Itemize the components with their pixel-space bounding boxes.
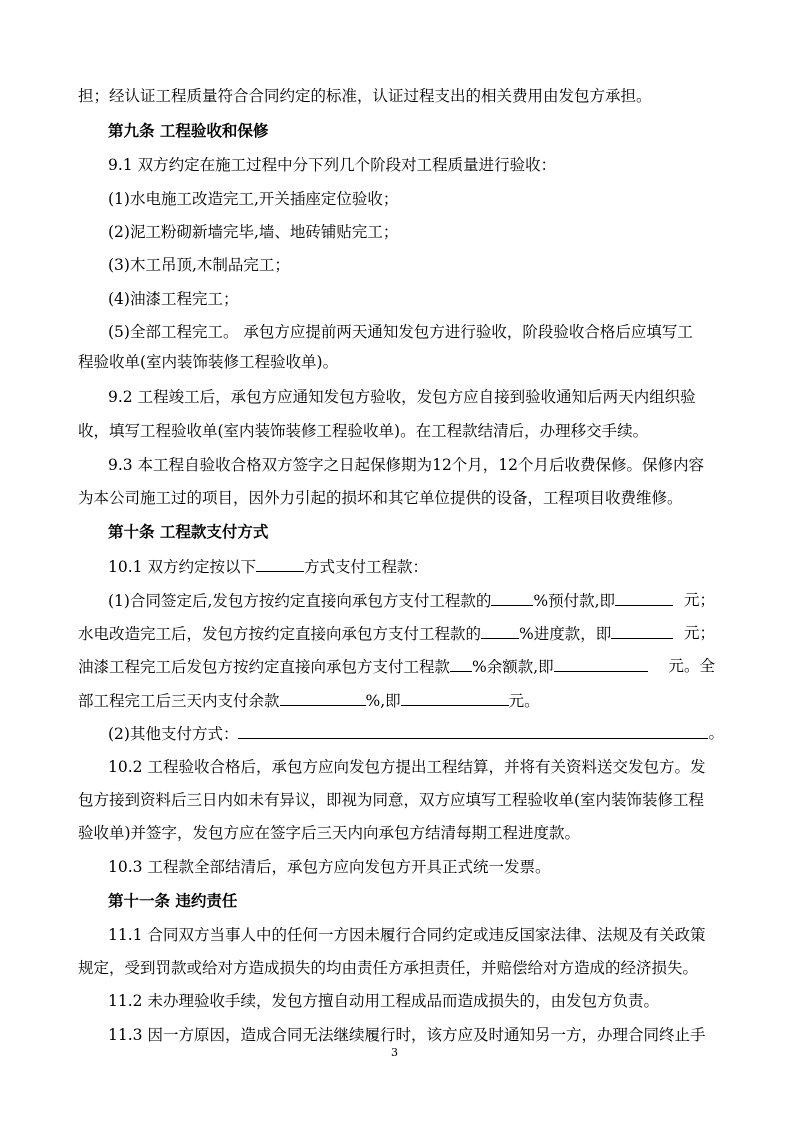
clause-11-3: 11.3 因一方原因，造成合同无法继续履行时，该方应及时通知另一方，办理合同终止手 [108, 1026, 706, 1044]
clause-text: %进度款，即 [519, 625, 612, 643]
clause-9-1: 9.1 双方约定在施工过程中分下列几个阶段对工程质量进行验收： [108, 156, 557, 174]
clause-9-2: 9.2 工程竣工后，承包方应通知发包方验收，发包方应自接到验收通知后两天内组织验 [108, 388, 696, 406]
clause-text: 油漆工程完工后发包方按约定直接向承包方支付工程款 [78, 658, 451, 676]
paragraph-line: 包方接到资料后三日内如未有异议，即视为同意，双方应填写工程验收单(室内装饰装修工程 [78, 791, 705, 809]
fill-blank[interactable] [280, 690, 366, 706]
payment-line-2 [78, 623, 715, 644]
page-number: 3 [391, 1046, 398, 1059]
payment-line-4 [78, 690, 540, 711]
clause-text: 部工程完工后三天内支付余款 [78, 692, 280, 710]
list-item: (1)水电施工改造完工,开关插座定位验收； [108, 190, 399, 208]
clause-10-3: 10.3 工程款全部结清后，承包方应向发包方开具正式统一发票。 [108, 858, 551, 876]
paragraph-line: 程验收单(室内装饰装修工程验收单)。 [78, 353, 339, 371]
section-heading-9: 第九条 工程验收和保修 [108, 121, 269, 140]
fill-blank[interactable] [481, 623, 519, 639]
clause-text: 水电改造完工后，发包方按约定直接向承包方支付工程款的 [78, 625, 482, 643]
payment-line-1 [108, 590, 715, 611]
clause-10-1 [108, 556, 428, 577]
clause-text: %余额款,即 [472, 658, 554, 676]
fill-blank[interactable] [238, 723, 708, 739]
list-item: (4)油漆工程完工； [108, 290, 239, 308]
fill-blank[interactable] [256, 556, 304, 572]
payment-other [108, 723, 724, 744]
paragraph-line: 验收单)并签字，发包方应在签字后三天内向承包方结清每期工程进度款。 [78, 824, 581, 842]
paragraph-line: 为本公司施工过的项目，因外力引起的损坏和其它单位提供的设备，工程项目收费维修。 [78, 489, 683, 507]
clause-text: 元； [683, 624, 715, 642]
list-item: (2)泥工粉砌新墙完毕,墙、地砖铺贴完工； [108, 223, 399, 241]
clause-9-3: 9.3 本工程自验收合格双方签字之日起保修期为12个月，12个月后收费保修。保修内容 [108, 456, 705, 474]
clause-text: %预付款,即 [533, 592, 616, 610]
section-heading-11: 第十一条 违约责任 [108, 891, 238, 910]
clause-text: %,即 [365, 692, 401, 710]
list-item: (3)木工吊顶,木制品完工； [108, 256, 290, 274]
fill-blank[interactable] [491, 590, 533, 606]
fill-blank[interactable] [450, 656, 472, 672]
clause-text: 10.1 双方约定按以下 [108, 558, 256, 576]
clause-text: 元； [683, 591, 715, 609]
paragraph-line: 规定，受到罚款或给对方造成损失的均由责任方承担责任，并赔偿给对方造成的经济损失。 [78, 959, 699, 977]
clause-11-2: 11.2 未办理验收手续，发包方擅自动用工程成品而造成损失的，由发包方负责。 [108, 992, 659, 1010]
payment-line-3 [78, 656, 715, 677]
clause-text: 。 [708, 724, 724, 742]
clause-10-2: 10.2 工程验收合格后，承包方应向发包方提出工程结算，并将有关资料送交发包方。发 [108, 758, 706, 776]
list-item: (5)全部工程完工。 承包方应提前两天通知发包方进行验收，阶段验收合格后应填写工 [108, 323, 693, 341]
fill-blank[interactable] [554, 656, 648, 672]
clause-text: 方式支付工程款： [303, 558, 428, 576]
section-heading-10: 第十条 工程款支付方式 [108, 522, 269, 541]
clause-text: (2)其他支付方式： [108, 725, 239, 743]
paragraph-line: 收，填写工程验收单(室内装饰装修工程验收单)。在工程款结清后，办理移交手续。 [78, 422, 649, 440]
paragraph-line: 担；经认证工程质量符合合同约定的标准，认证过程支出的相关费用由发包方承担。 [78, 87, 652, 105]
fill-blank[interactable] [401, 690, 509, 706]
fill-blank[interactable] [611, 623, 673, 639]
clause-text: (1)合同签定后,发包方按约定直接向承包方支付工程款的 [108, 592, 492, 610]
clause-11-1: 11.1 合同双方当事人中的任何一方因未履行合同约定或违反国家法律、法规及有关政策 [108, 926, 706, 944]
clause-text: 元。全 [668, 657, 715, 675]
clause-text: 元。 [508, 692, 540, 710]
fill-blank[interactable] [615, 590, 673, 606]
